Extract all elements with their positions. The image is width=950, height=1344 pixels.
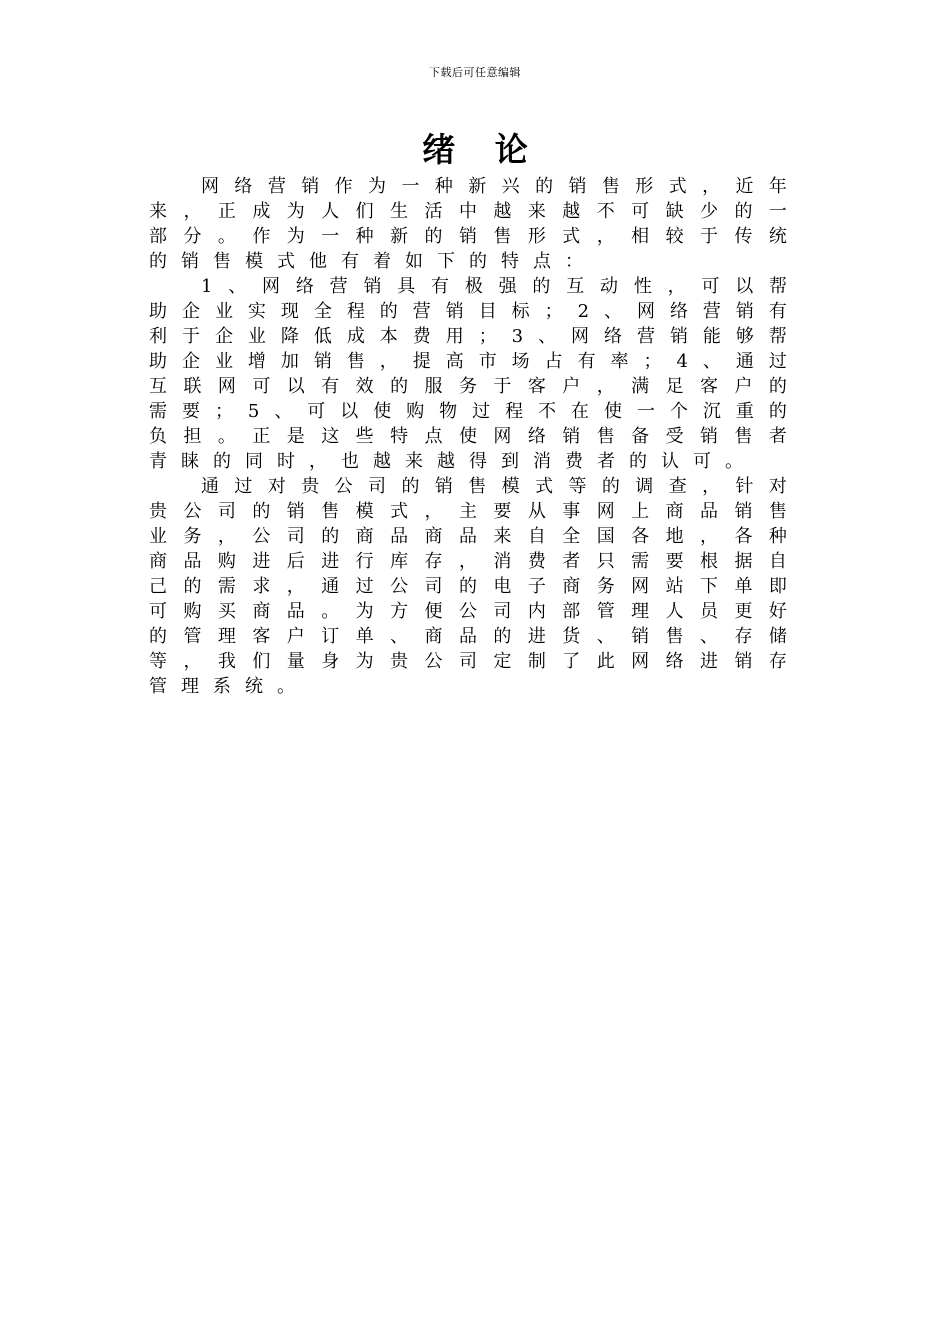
text-line: 己 的 需 求 ， 通 过 公 司 的 电 子 商 务 网 站 下 单 即: [149, 576, 787, 597]
text-line: 管 理 系 统 。: [149, 676, 295, 697]
text-line: 需 要 ； 5 、 可 以 使 购 物 过 程 不 在 使 一 个 沉 重 的: [149, 401, 787, 422]
text-line: 可 购 买 商 品 。 为 方 便 公 司 内 部 管 理 人 员 更 好: [149, 601, 787, 622]
text-line: 贵 公 司 的 销 售 模 式 ， 主 要 从 事 网 上 商 品 销 售: [149, 501, 787, 522]
document-body: [149, 174, 787, 699]
text-line: 利 于 企 业 降 低 成 本 费 用 ； 3 、 网 络 营 销 能 够 帮: [149, 326, 787, 347]
text-line: 助 企 业 增 加 销 售 ， 提 高 市 场 占 有 率 ； 4 、 通 过: [149, 351, 787, 372]
document-title: 绪 论: [422, 130, 542, 169]
text-line: 负 担 。 正 是 这 些 特 点 使 网 络 销 售 备 受 销 售 者: [149, 426, 787, 447]
text-line: 青 睐 的 同 时 ， 也 越 来 越 得 到 消 费 者 的 认 可 。: [149, 451, 743, 472]
text-line: 等 ， 我 们 量 身 为 贵 公 司 定 制 了 此 网 络 进 销 存: [149, 651, 787, 672]
paragraph-intro: [149, 174, 787, 274]
text-line: 1 、 网 络 营 销 具 有 极 强 的 互 动 性 ， 可 以 帮: [201, 276, 787, 297]
text-line: 的 销 售 模 式 他 有 着 如 下 的 特 点 ：: [149, 251, 583, 272]
text-line: 网 络 营 销 作 为 一 种 新 兴 的 销 售 形 式 ， 近 年: [201, 176, 787, 197]
text-line: 业 务 ， 公 司 的 商 品 商 品 来 自 全 国 各 地 ， 各 种: [149, 526, 787, 547]
text-line: 商 品 购 进 后 进 行 库 存 ， 消 费 者 只 需 要 根 据 自: [149, 551, 787, 572]
text-line: 的 管 理 客 户 订 单 、 商 品 的 进 货 、 销 售 、 存 储: [149, 626, 787, 647]
text-line: 通 过 对 贵 公 司 的 销 售 模 式 等 的 调 查 ， 针 对: [201, 476, 787, 497]
text-line: 助 企 业 实 现 全 程 的 营 销 目 标 ； 2 、 网 络 营 销 有: [149, 301, 787, 322]
page-header: 下载后可任意编辑: [429, 66, 521, 79]
text-line: 互 联 网 可 以 有 效 的 服 务 于 客 户 ， 满 足 客 户 的: [149, 376, 787, 397]
text-line: 部 分 。 作 为 一 种 新 的 销 售 形 式 ， 相 较 于 传 统: [149, 226, 787, 247]
paragraph-features: [149, 274, 787, 474]
text-line: 来 ， 正 成 为 人 们 生 活 中 越 来 越 不 可 缺 少 的 一: [149, 201, 787, 222]
paragraph-system: [149, 474, 787, 699]
